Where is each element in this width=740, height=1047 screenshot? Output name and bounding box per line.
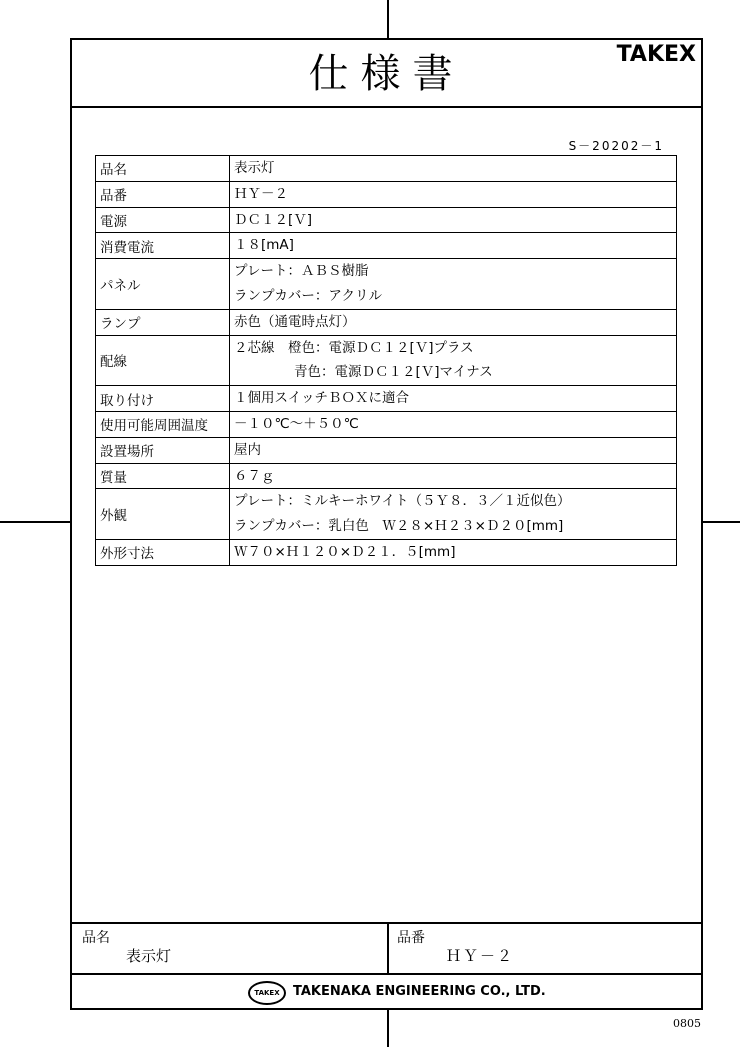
spec-row <box>96 156 677 182</box>
crop-mark-top <box>387 0 389 38</box>
spec-value <box>230 335 677 386</box>
document-code: 0805 <box>673 1017 701 1030</box>
spec-value <box>230 386 677 412</box>
spec-row <box>96 539 677 565</box>
document-title: 仕様書 <box>308 51 465 97</box>
crop-mark-left <box>0 521 70 523</box>
footer-name-value: 表示灯 <box>126 947 172 965</box>
spec-label: パネル <box>96 259 230 310</box>
footer-number-value: ＨＹ－２ <box>446 947 515 965</box>
spec-label: 質量 <box>96 463 230 489</box>
footer-divider-middle <box>387 922 389 974</box>
company-name: TAKENAKA ENGINEERING CO., LTD. <box>293 984 546 999</box>
spec-value <box>230 181 677 207</box>
spec-row <box>96 437 677 463</box>
spec-value <box>230 411 677 437</box>
spec-value-line: ランプカバー：乳白色 Ｗ２８×Ｈ２３×Ｄ２０[mm] <box>234 518 564 535</box>
spec-value-line: 屋内 <box>234 441 261 458</box>
spec-row <box>96 233 677 259</box>
footer-number-label: 品番 <box>397 930 425 946</box>
document-number: S－20202－1 <box>568 139 664 153</box>
brand-logo: TAKEX <box>616 42 696 67</box>
company-logo: TAKEX <box>248 981 286 1005</box>
spec-row <box>96 259 677 310</box>
spec-value-line: プレート：ミルキーホワイト（５Ｙ８．３／１近似色） <box>234 493 571 510</box>
spec-value-line: Ｗ７０×Ｈ１２０×Ｄ２１．５[mm] <box>234 543 456 560</box>
spec-value-line: １個用スイッチＢＯＸに適合 <box>234 390 409 407</box>
title-divider <box>70 106 703 108</box>
spec-value-line: 表示灯 <box>234 160 275 176</box>
spec-value-line: 赤色（通電時点灯） <box>234 313 356 330</box>
spec-value-line: ６７ｇ <box>234 467 275 484</box>
spec-value <box>230 233 677 259</box>
spec-label: 外観 <box>96 489 230 540</box>
spec-value-line: ＤＣ１２[Ｖ] <box>234 211 313 228</box>
spec-value-line: ２芯線 橙色：電源ＤＣ１２[Ｖ]プラス <box>234 339 474 356</box>
spec-value-line: ランプカバー：アクリル <box>234 287 382 304</box>
spec-row <box>96 411 677 437</box>
spec-value <box>230 437 677 463</box>
spec-table <box>95 155 677 566</box>
spec-value <box>230 207 677 233</box>
spec-label: 外形寸法 <box>96 539 230 565</box>
spec-value-line: －１０℃～＋５０℃ <box>234 415 359 432</box>
spec-value-line: 青色：電源ＤＣ１２[Ｖ]マイナス <box>294 364 493 381</box>
spec-row <box>96 207 677 233</box>
spec-value <box>230 489 677 540</box>
spec-label: 取り付け <box>96 386 230 412</box>
spec-value-line: ＨＹ－２ <box>234 185 288 202</box>
spec-value <box>230 463 677 489</box>
spec-table-body <box>96 156 677 566</box>
spec-row <box>96 463 677 489</box>
spec-value <box>230 309 677 335</box>
spec-value <box>230 539 677 565</box>
spec-row <box>96 309 677 335</box>
spec-label: 配線 <box>96 335 230 386</box>
spec-label: 品名 <box>96 156 230 182</box>
spec-value <box>230 156 677 182</box>
spec-row <box>96 181 677 207</box>
spec-label: ランプ <box>96 309 230 335</box>
spec-label: 品番 <box>96 181 230 207</box>
spec-label: 消費電流 <box>96 233 230 259</box>
crop-mark-right <box>703 521 740 523</box>
spec-row <box>96 335 677 386</box>
crop-mark-bottom <box>387 1010 389 1047</box>
spec-value <box>230 259 677 310</box>
spec-value-line: プレート：ＡＢＳ樹脂 <box>234 263 369 280</box>
spec-row <box>96 489 677 540</box>
spec-label: 使用可能周囲温度 <box>96 411 230 437</box>
spec-value-line: １８[mA] <box>234 237 294 254</box>
footer-name-label: 品名 <box>82 930 110 946</box>
spec-row <box>96 386 677 412</box>
spec-label: 電源 <box>96 207 230 233</box>
spec-label: 設置場所 <box>96 437 230 463</box>
